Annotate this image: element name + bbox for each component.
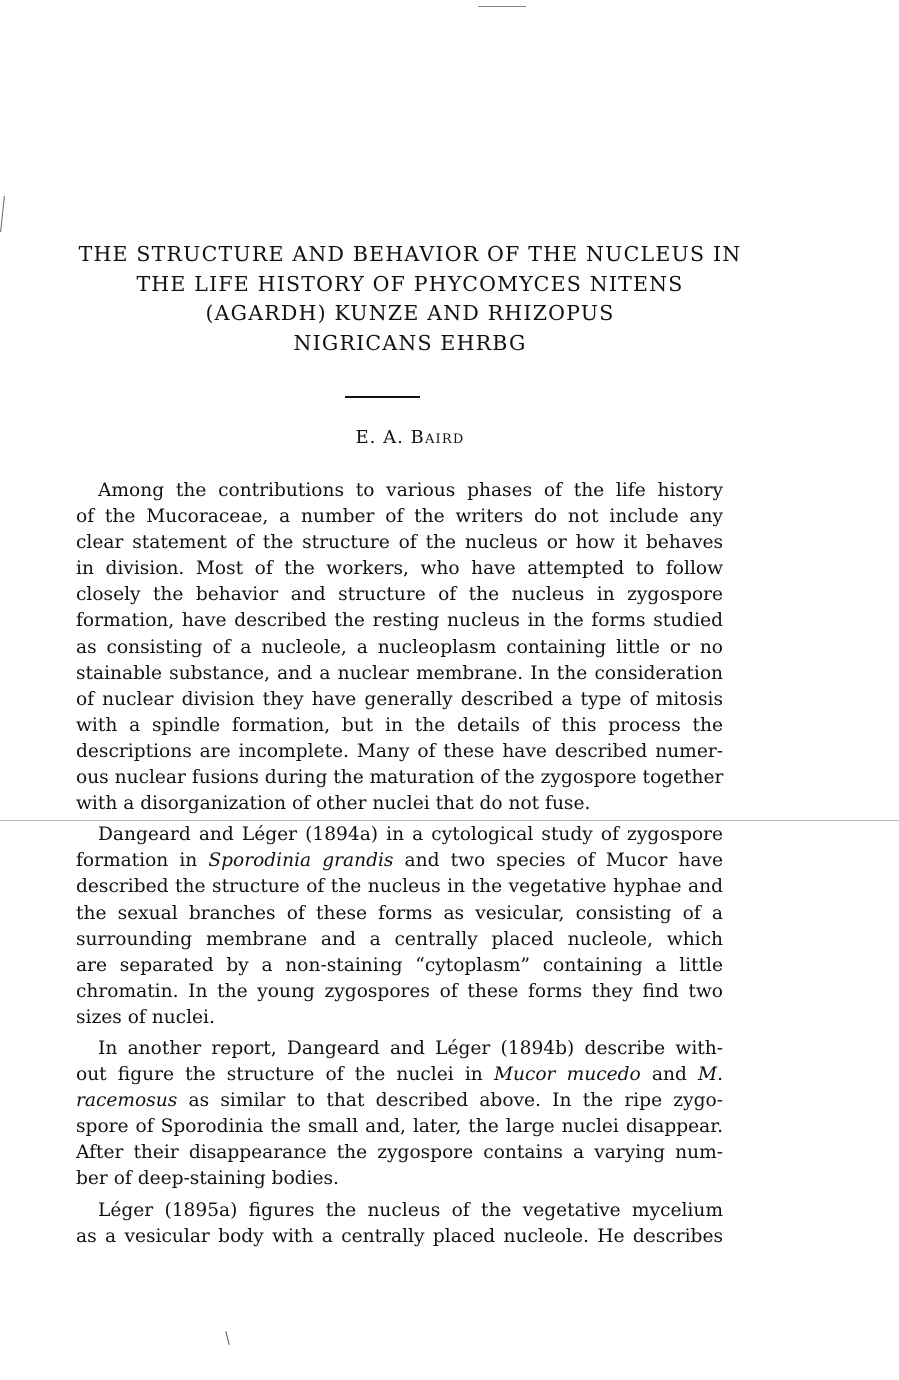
text-line: clear statement of the structure of the nucleus or how it behaves (76, 532, 723, 554)
title-line: NIGRICANS EHRBG (293, 330, 527, 355)
species-name: M. (698, 1064, 723, 1086)
text-line: with a spindle formation, but in the details of this process the (76, 714, 723, 736)
text-line: of nuclear division they have generally described a type of mitosis (76, 688, 723, 710)
text-line: with a disorganization of other nuclei that do not fuse. (76, 793, 591, 815)
species-name: Mucor mucedo (493, 1064, 641, 1086)
text-line: spore of Sporodinia the small and, later, the large nuclei disappear. (76, 1116, 723, 1138)
text-line: Among the contributions to various phases of the life history (98, 480, 723, 501)
text-line: the sexual branches of these forms as vesicular, consisting of a (76, 902, 723, 924)
title-rule (345, 396, 420, 398)
text-line: as consisting of a nucleole, a nucleoplasm containing little or no (76, 636, 723, 658)
text-line: In another report, Dangeard and Léger (1894b) describe with- (98, 1037, 723, 1059)
text-line: of the Mucoraceae, a number of the writers do not include any (76, 506, 723, 528)
article-body (76, 478, 723, 1250)
text-line (76, 1088, 723, 1114)
text-line: sizes of nuclei. (76, 1006, 215, 1028)
text-line: descriptions are incomplete. Many of these have described numer- (76, 740, 723, 762)
text-line (76, 1062, 723, 1088)
paragraph (76, 822, 723, 1031)
text-line: as a vesicular body with a centrally placed nucleole. He describes (76, 1225, 723, 1247)
text-line: Léger (1895a) figures the nucleus of the vegetative mycelium (98, 1199, 723, 1221)
text-line: ous nuclear fusions during the maturation of the zygospore together (76, 767, 724, 789)
title-line: THE LIFE HISTORY OF PHYCOMYCES NITENS (136, 271, 684, 296)
paragraph (76, 478, 723, 817)
text-line: formation, have described the resting nucleus in the forms studied (76, 610, 723, 632)
scan-edge-mark (478, 6, 526, 7)
article-title (60, 240, 760, 358)
text-line: After their disappearance the zygospore contains a varying num- (76, 1142, 723, 1164)
title-line: (AGARDH) KUNZE AND RHIZOPUS (205, 301, 615, 325)
margin-scan-mark (0, 196, 7, 232)
text-line: ber of deep-staining bodies. (76, 1168, 339, 1190)
text-line: Dangeard and Léger (1894a) in a cytological study of zygospore (98, 824, 723, 846)
text-run: and (640, 1064, 699, 1086)
text-line: are separated by a non-staining “cytoplasm” containing a little (76, 954, 723, 976)
text-run: and two species of Mucor have (393, 850, 723, 872)
text-run: out figure the structure of the nuclei in (76, 1064, 494, 1086)
text-line: chromatin. In the young zygospores of these forms they find two (76, 980, 723, 1002)
text-run: formation in (76, 850, 209, 872)
author-byline (60, 427, 760, 448)
text-line (76, 848, 723, 874)
text-line: in division. Most of the workers, who have attempted to follow (76, 558, 723, 580)
text-line: surrounding membrane and a centrally placed nucleole, which (76, 928, 723, 950)
species-name: racemosus (76, 1090, 178, 1112)
text-line: closely the behavior and structure of the nucleus in zygospore (76, 584, 723, 606)
paragraph (76, 1036, 723, 1193)
author-surname: Baird (410, 427, 465, 448)
text-line: described the structure of the nucleus in the vegetative hyphae and (76, 876, 723, 898)
text-line: stainable substance, and a nuclear membrane. In the consideration (76, 662, 723, 684)
species-name: Sporodinia grandis (208, 850, 394, 872)
paragraph (76, 1198, 723, 1250)
scan-artifact-mark (225, 1331, 229, 1345)
title-line: THE STRUCTURE AND BEHAVIOR OF THE NUCLEUS IN (78, 242, 742, 266)
author-initials: E. A. (355, 427, 411, 448)
text-run: as similar to that described above. In the ripe zygo- (177, 1090, 723, 1112)
